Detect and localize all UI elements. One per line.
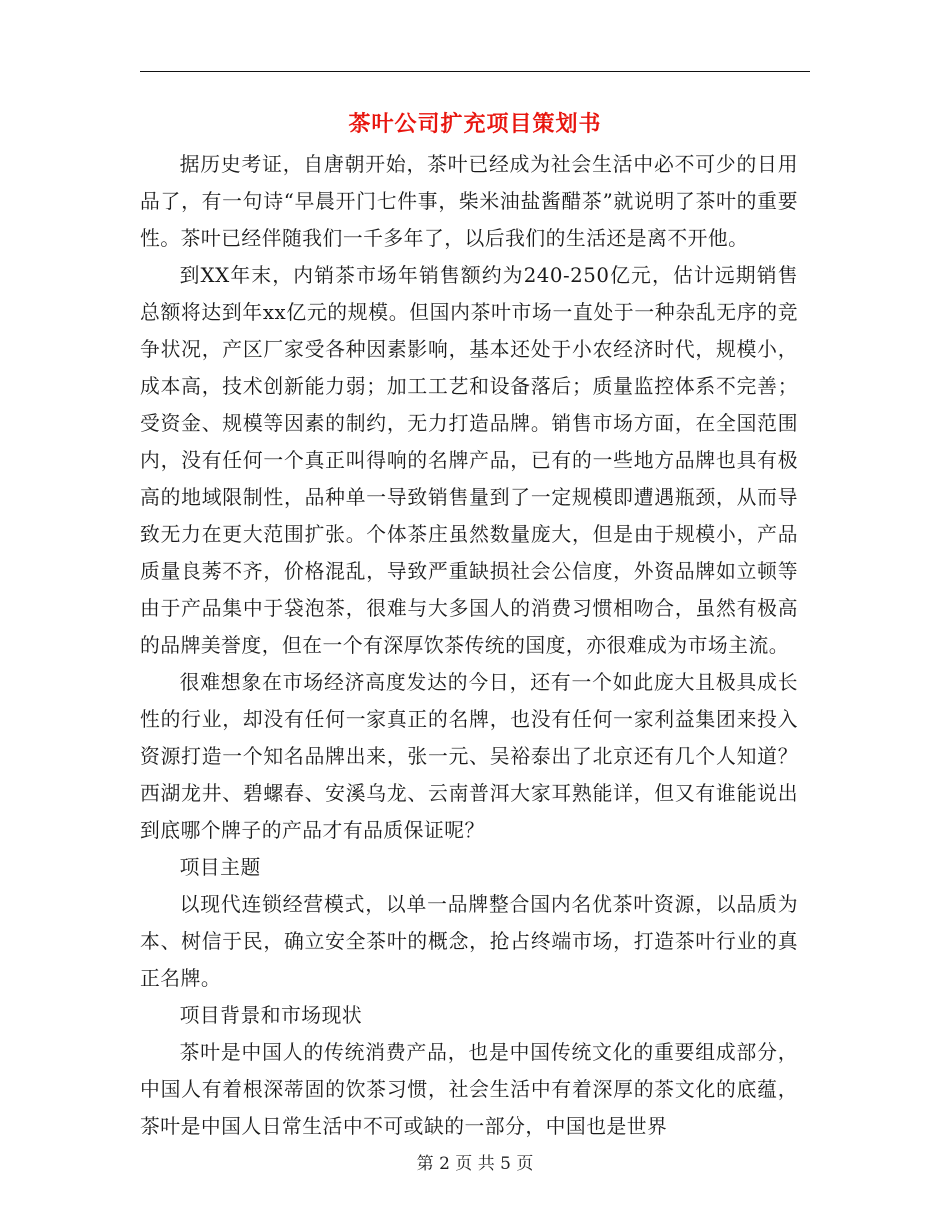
paragraph-project-theme: 以现代连锁经营模式，以单一品牌整合国内名优茶叶资源，以品质为本、树信于民，确立安全茶叶的概念，抢占终端市场，打造茶叶行业的真正名牌。 xyxy=(140,893,798,990)
paragraph-no-brand: 很难想象在市场经济高度发达的今日，还有一个如此庞大且极具成长性的行业，却没有任何一家真正的名牌，也没有任何一家利益集团来投入资源打造一个知名品牌出来，张一元、吴裕泰出了北京还有几个人知道？西湖龙井、碧螺春、安溪乌龙、云南普洱大家耳熟能详，但又有谁能说出到底哪个牌子的产品才有品质保证呢？ xyxy=(140,671,798,842)
section-heading-project-theme: 项目主题 xyxy=(179,856,261,879)
paragraph-history: 据历史考证，自唐朝开始，茶叶已经成为社会生活中必不可少的日用品了，有一句诗“早晨开门七件事，柴米油盐酱醋茶”就说明了茶叶的重要性。茶叶已经伴随我们一千多年了，以后我们的生活还是离不开他。 xyxy=(140,153,798,250)
section-heading-background: 项目背景和市场现状 xyxy=(179,1004,363,1027)
paragraph-background: 茶叶是中国人的传统消费产品，也是中国传统文化的重要组成部分，中国人有着根深蒂固的饮茶习惯，社会生活中有着深厚的茶文化的底蕴，茶叶是中国人日常生活中不可或缺的一部分，中国也是世界 xyxy=(140,1041,798,1138)
page-footer xyxy=(0,1152,950,1176)
header-rule xyxy=(140,71,810,72)
document-title: 茶叶公司扩充项目策划书 xyxy=(348,112,602,137)
page-number-label: 第 2 页 共 5 页 xyxy=(416,1154,534,1174)
paragraph-market-size: 到XX年末，内销茶市场年销售额约为240-250亿元，估计远期销售总额将达到年xx亿元的规模。但国内茶叶市场一直处于一种杂乱无序的竞争状况，产区厂家受各种因素影响，基本还处于小农经济时代，规模小，成本高，技术创新能力弱；加工工艺和设备落后；质量监控体系不完善；受资金、规模等因素的制约，无力打造品牌。销售市场方面，在全国范围内，没有任何一个真正叫得响的名牌产品，已有的一些地方品牌也具有极高的地域限制性，品种单一导致销售量到了一定规模即遭遇瓶颈，从而导致无力在更大范围扩张。个体茶庄虽然数量庞大，但是由于规模小，产品质量良莠不齐，价格混乱，导致严重缺损社会公信度，外资品牌如立顿等由于产品集中于袋泡茶，很难与大多国人的消费习惯相吻合，虽然有极高的品牌美誉度，但在一个有深厚饮茶传统的国度，亦很难成为市场主流。 xyxy=(140,264,798,657)
document-body xyxy=(140,146,798,1145)
